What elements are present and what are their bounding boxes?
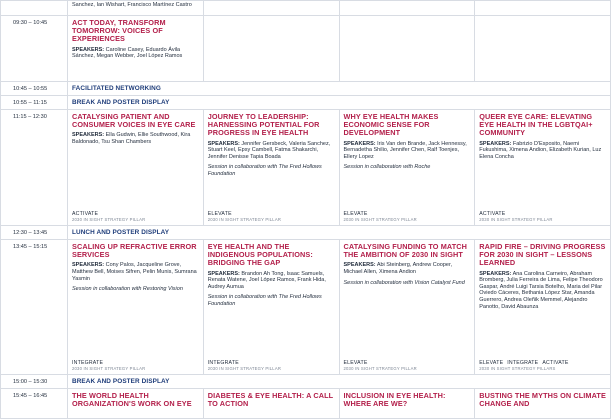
pillar-caption: 2030 IN SIGHT STRATEGY PILLAR <box>72 217 146 222</box>
break-label: BREAK AND POSTER DISPLAY <box>68 375 611 389</box>
schedule-row <box>1 226 611 240</box>
pillar-tag: INTEGRATE <box>207 359 239 366</box>
session-title: THE WORLD HEALTH ORGANIZATION'S WORK ON EYE <box>72 391 192 409</box>
time-cell: 13:45 – 15:15 <box>1 240 68 375</box>
session-title: ACT TODAY, TRANSFORM TOMORROW: VOICES OF EXPERIENCES <box>72 18 166 44</box>
session-cell <box>203 240 339 375</box>
collaboration-note: Session in collaboration with Vision Catalyst Fund <box>343 279 465 286</box>
strategy-pillar <box>208 360 281 372</box>
pillar-caption: 2030 IN SIGHT STRATEGY PILLAR <box>207 366 282 371</box>
speakers-text <box>72 262 199 282</box>
speakers-names: Iris Van den Brande, Jack Hennessy, Bernadetha Shilio, Jennifer Chen, Ralf Toenjes, Ellery Lopez <box>343 140 467 160</box>
speakers-names: Fabrizio D'Esposito, Naemi Fukushima, Ximena Andion, Elizabeth Kurian, Luz Elena Concha <box>479 140 602 160</box>
pillar-tag: ELEVATE <box>479 359 504 366</box>
time-cell: 11:15 – 12:30 <box>1 110 68 226</box>
speakers-text: Sanchez, Ian Wishart, Francisco Martínez Castro <box>72 2 192 8</box>
session-title: QUEER EYE CARE: ELEVATING EYE HEALTH IN THE LGBTQAI+ COMMUNITY <box>479 112 593 138</box>
time-cell: 10:45 – 10:55 <box>1 82 68 96</box>
pillar-tag: ELEVATE <box>343 210 368 217</box>
session-cell <box>203 1 339 16</box>
session-cell <box>475 16 611 82</box>
schedule-row-continued <box>1 1 611 16</box>
schedule-row <box>1 240 611 375</box>
schedule-row <box>1 375 611 389</box>
schedule-row <box>1 16 611 82</box>
session-title: CATALYSING PATIENT AND CONSUMER VOICES IN EYE CARE <box>72 112 196 130</box>
session-cell <box>203 16 339 82</box>
session-title: DIABETES & EYE HEALTH: A CALL TO ACTION <box>207 391 334 409</box>
session-cell <box>339 1 475 16</box>
strategy-pillar <box>72 211 145 223</box>
speakers-label: SPEAKERS: <box>72 46 105 53</box>
speakers-label: SPEAKERS: <box>343 262 376 269</box>
pillar-tag: INTEGRATE <box>72 359 104 366</box>
pillar-caption: 2030 IN SIGHT STRATEGY PILLAR <box>343 366 417 371</box>
session-cell <box>203 389 339 419</box>
strategy-pillar <box>479 211 552 223</box>
time-cell <box>1 1 68 16</box>
time-cell: 15:00 – 15:30 <box>1 375 68 389</box>
speakers-label: SPEAKERS: <box>479 270 512 277</box>
collaboration-note: Session in collaboration with The Fred Hollows Foundation <box>207 294 322 307</box>
session-title: EYE HEALTH AND THE INDIGENOUS POPULATIONS: BRIDGING THE GAP <box>207 242 313 268</box>
speakers-text <box>344 262 471 275</box>
session-title: JOURNEY TO LEADERSHIP: HARNESSING POTENTIAL FOR PROGRESS IN EYE HEALTH <box>207 112 320 138</box>
speakers-names: Jennifer Gersbeck, Valeria Sanchez, Stuart Keel, Epsy Cambell, Fatma Shakarchi, Jennifer Denisse Tapia Boada <box>207 140 331 160</box>
strategy-pillar <box>344 211 417 223</box>
speakers-text <box>72 47 199 60</box>
session-title: WHY EYE HEALTH MAKES ECONOMIC SENSE FOR DEVELOPMENT <box>343 112 439 138</box>
speakers-names: Cony Palos, Jacqueline Grove, Matthew Bell, Moises Sifren, Pelin Munis, Sumrana Yasmin <box>72 262 197 282</box>
time-cell: 10:55 – 11:15 <box>1 96 68 110</box>
speakers-names: Ella Gudwin, Ellie Southwood, Kira Baldonado, Tsu Shan Chambers <box>72 132 191 145</box>
pillar-caption: 2030 IN SIGHT STRATEGY PILLAR <box>207 217 282 222</box>
pillar-caption: 2030 IN SIGHT STRATEGY PILLAR <box>72 366 146 371</box>
collaboration-note: Session in collaboration with Restoring Vision <box>72 286 183 293</box>
session-cell <box>475 389 611 419</box>
strategy-pillar <box>344 360 417 372</box>
session-cell <box>339 389 475 419</box>
pillar-tag: ACTIVATE <box>479 210 506 217</box>
session-cell <box>68 240 204 375</box>
pillar-caption: 2030 IN SIGHT STRATEGY PILLAR <box>479 217 553 222</box>
session-title: RAPID FIRE – DRIVING PROGRESS FOR 2030 IN SIGHT – LESSONS LEARNED <box>479 242 606 268</box>
collaboration-note: Session in collaboration with The Fred Hollows Foundation <box>207 164 322 177</box>
time-cell: 09:30 – 10:45 <box>1 16 68 82</box>
speakers-text <box>208 271 335 291</box>
speakers-names: Ana Carolina Carneiro, Abraham Bromberg, Julia Ferreira de Lima, Felipe Theodoro Gaspar, André Luigi Tarsia Botelho, Maria del Pilar Oviedo Cáceres, Bethania López Star, Amanda Guerrero, Andrea Oleñik Memmel, Alejandro Panotto, David Abaunza <box>479 270 603 310</box>
session-title: SCALING UP REFRACTIVE ERROR SERVICES <box>72 242 197 260</box>
speakers-text <box>72 132 199 145</box>
session-cell <box>203 110 339 226</box>
speakers-text <box>479 141 606 161</box>
networking-label: FACILITATED NETWORKING <box>68 82 611 96</box>
pillar-caption: 2030 IN SIGHT STRATEGY PILLAR <box>343 217 417 222</box>
speakers-text <box>479 271 606 311</box>
session-title: BUSTING THE MYTHS ON CLIMATE CHANGE AND <box>479 391 606 409</box>
session-cell <box>68 1 204 16</box>
lunch-label: LUNCH AND POSTER DISPLAY <box>68 226 611 240</box>
strategy-pillar <box>479 360 572 372</box>
speakers-names: Caroline Casey, Eduardo Ávila Sánchez, Megan Webber, Joel López Ramos <box>72 46 183 60</box>
session-cell <box>475 110 611 226</box>
schedule-row <box>1 389 611 419</box>
speakers-label: SPEAKERS: <box>479 140 512 147</box>
session-cell <box>68 389 204 419</box>
session-title: INCLUSION IN EYE HEALTH: WHERE ARE WE? <box>343 391 446 409</box>
break-label: BREAK AND POSTER DISPLAY <box>68 96 611 110</box>
time-cell: 12:30 – 13:45 <box>1 226 68 240</box>
time-cell: 15:45 – 16:45 <box>1 389 68 419</box>
speakers-label: SPEAKERS: <box>72 262 105 269</box>
pillar-tag: INTEGRATE <box>507 359 539 366</box>
session-cell <box>339 110 475 226</box>
strategy-pillar <box>72 360 145 372</box>
strategy-pillar <box>208 211 281 223</box>
pillar-tag: ELEVATE <box>207 210 232 217</box>
schedule-row <box>1 96 611 110</box>
session-cell <box>475 240 611 375</box>
pillar-tag: ACTIVATE <box>542 359 569 366</box>
session-cell <box>339 16 475 82</box>
pillar-tag: ELEVATE <box>343 359 368 366</box>
pillar-caption: 2030 IN SIGHT STRATEGY PILLARS <box>479 366 556 371</box>
speakers-names: Brandon Ah Tong, Isaac Samuels, Renata Watene, Joel López Ramos, Frank Hida, Audrey Aumua <box>207 270 326 290</box>
collaboration-note: Session in collaboration with Roche <box>343 164 431 171</box>
speakers-label: SPEAKERS: <box>207 270 240 277</box>
session-cell <box>475 1 611 16</box>
pillar-tag: ACTIVATE <box>72 210 99 217</box>
speakers-text <box>208 141 335 161</box>
schedule-row <box>1 82 611 96</box>
session-cell <box>68 16 204 82</box>
session-cell <box>68 110 204 226</box>
speakers-label: SPEAKERS: <box>72 132 105 139</box>
speakers-label: SPEAKERS: <box>207 140 240 147</box>
session-title: CATALYSING FUNDING TO MATCH THE AMBITION OF 2030 IN SIGHT <box>343 242 467 260</box>
speakers-names: Abi Steinberg, Andrew Cooper, Michael Allen, Ximena Andion <box>343 262 453 275</box>
schedule-row <box>1 110 611 226</box>
speakers-text <box>344 141 471 161</box>
session-cell <box>339 240 475 375</box>
speakers-label: SPEAKERS: <box>343 140 376 147</box>
